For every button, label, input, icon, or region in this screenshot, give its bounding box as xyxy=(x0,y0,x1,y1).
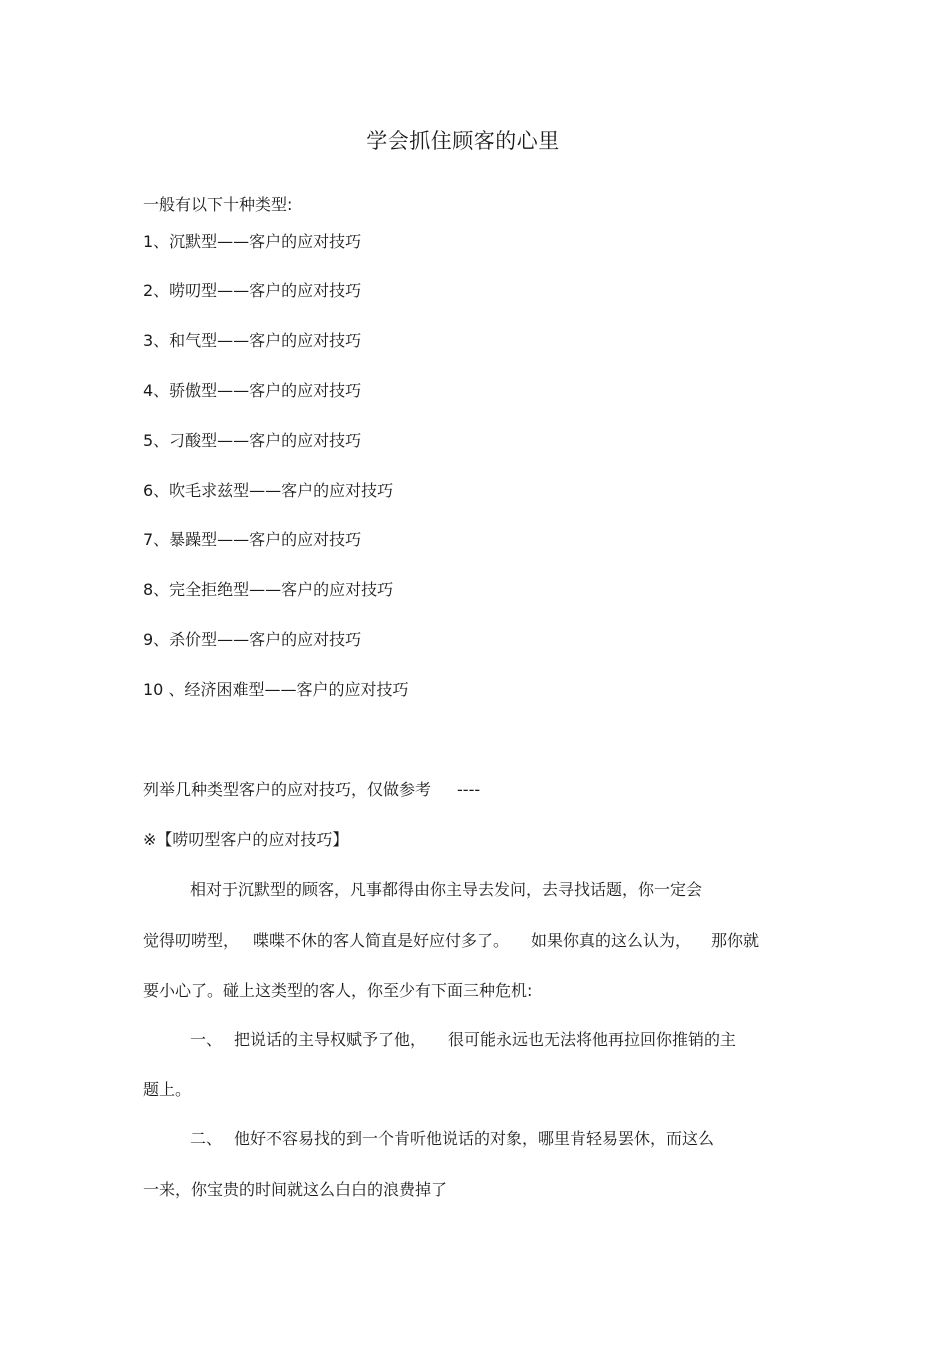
type-item-5: 5、刁酸型——客户的应对技巧 xyxy=(143,431,362,450)
type-item-10: 10 、经济困难型——客户的应对技巧 xyxy=(143,680,409,699)
reference-note-dash: ---- xyxy=(457,780,481,799)
type-item-7: 7、暴躁型——客户的应对技巧 xyxy=(143,530,362,549)
section-heading: ※【唠叨型客户的应对技巧】 xyxy=(143,830,349,849)
point-1-marker: 一、 xyxy=(190,1030,223,1049)
point-1-text-b: 很可能永远也无法将他再拉回你推销的主 xyxy=(448,1030,737,1049)
point-2-marker: 二、 xyxy=(190,1129,223,1148)
type-item-2: 2、唠叨型——客户的应对技巧 xyxy=(143,281,362,300)
intro-text: 一般有以下十种类型: xyxy=(143,195,293,214)
paragraph-1-segment-a: 觉得叨唠型， xyxy=(143,931,240,950)
paragraph-1-line-1: 相对于沉默型的顾客，凡事都得由你主导去发问，去寻找话题，你一定会 xyxy=(190,880,703,899)
type-item-4: 4、骄傲型——客户的应对技巧 xyxy=(143,381,362,400)
paragraph-1-segment-b: 喋喋不休的客人简直是好应付多了。 xyxy=(253,931,510,950)
point-2-line-1 xyxy=(190,1127,714,1151)
type-item-8: 8、完全拒绝型——客户的应对技巧 xyxy=(143,580,394,599)
point-1-line-2: 题上。 xyxy=(143,1080,192,1099)
paragraph-1-line-3: 要小心了。碰上这类型的客人，你至少有下面三种危机: xyxy=(143,981,533,1000)
type-item-3: 3、和气型——客户的应对技巧 xyxy=(143,331,362,350)
reference-note xyxy=(143,778,480,802)
reference-note-text: 列举几种类型客户的应对技巧，仅做参考 xyxy=(143,780,432,799)
point-2-line-2: 一来，你宝贵的时间就这么白白的浪费掉了 xyxy=(143,1180,448,1199)
type-item-1: 1、沉默型——客户的应对技巧 xyxy=(143,232,362,251)
point-1-text-a: 把说话的主导权赋予了他， xyxy=(234,1030,427,1049)
type-item-6: 6、吹毛求兹型——客户的应对技巧 xyxy=(143,481,394,500)
paragraph-1-segment-c: 如果你真的这么认为， xyxy=(531,931,692,950)
paragraph-1-segment-d: 那你就 xyxy=(711,931,760,950)
type-item-9: 9、杀价型——客户的应对技巧 xyxy=(143,630,362,649)
paragraph-1-line-2 xyxy=(143,929,759,953)
point-2-text-a: 他好不容易找的到一个肯听他说话的对象，哪里肯轻易罢休，而这么 xyxy=(234,1129,715,1148)
document-title: 学会抓住顾客的心里 xyxy=(366,129,560,153)
point-1-line-1 xyxy=(190,1028,736,1052)
